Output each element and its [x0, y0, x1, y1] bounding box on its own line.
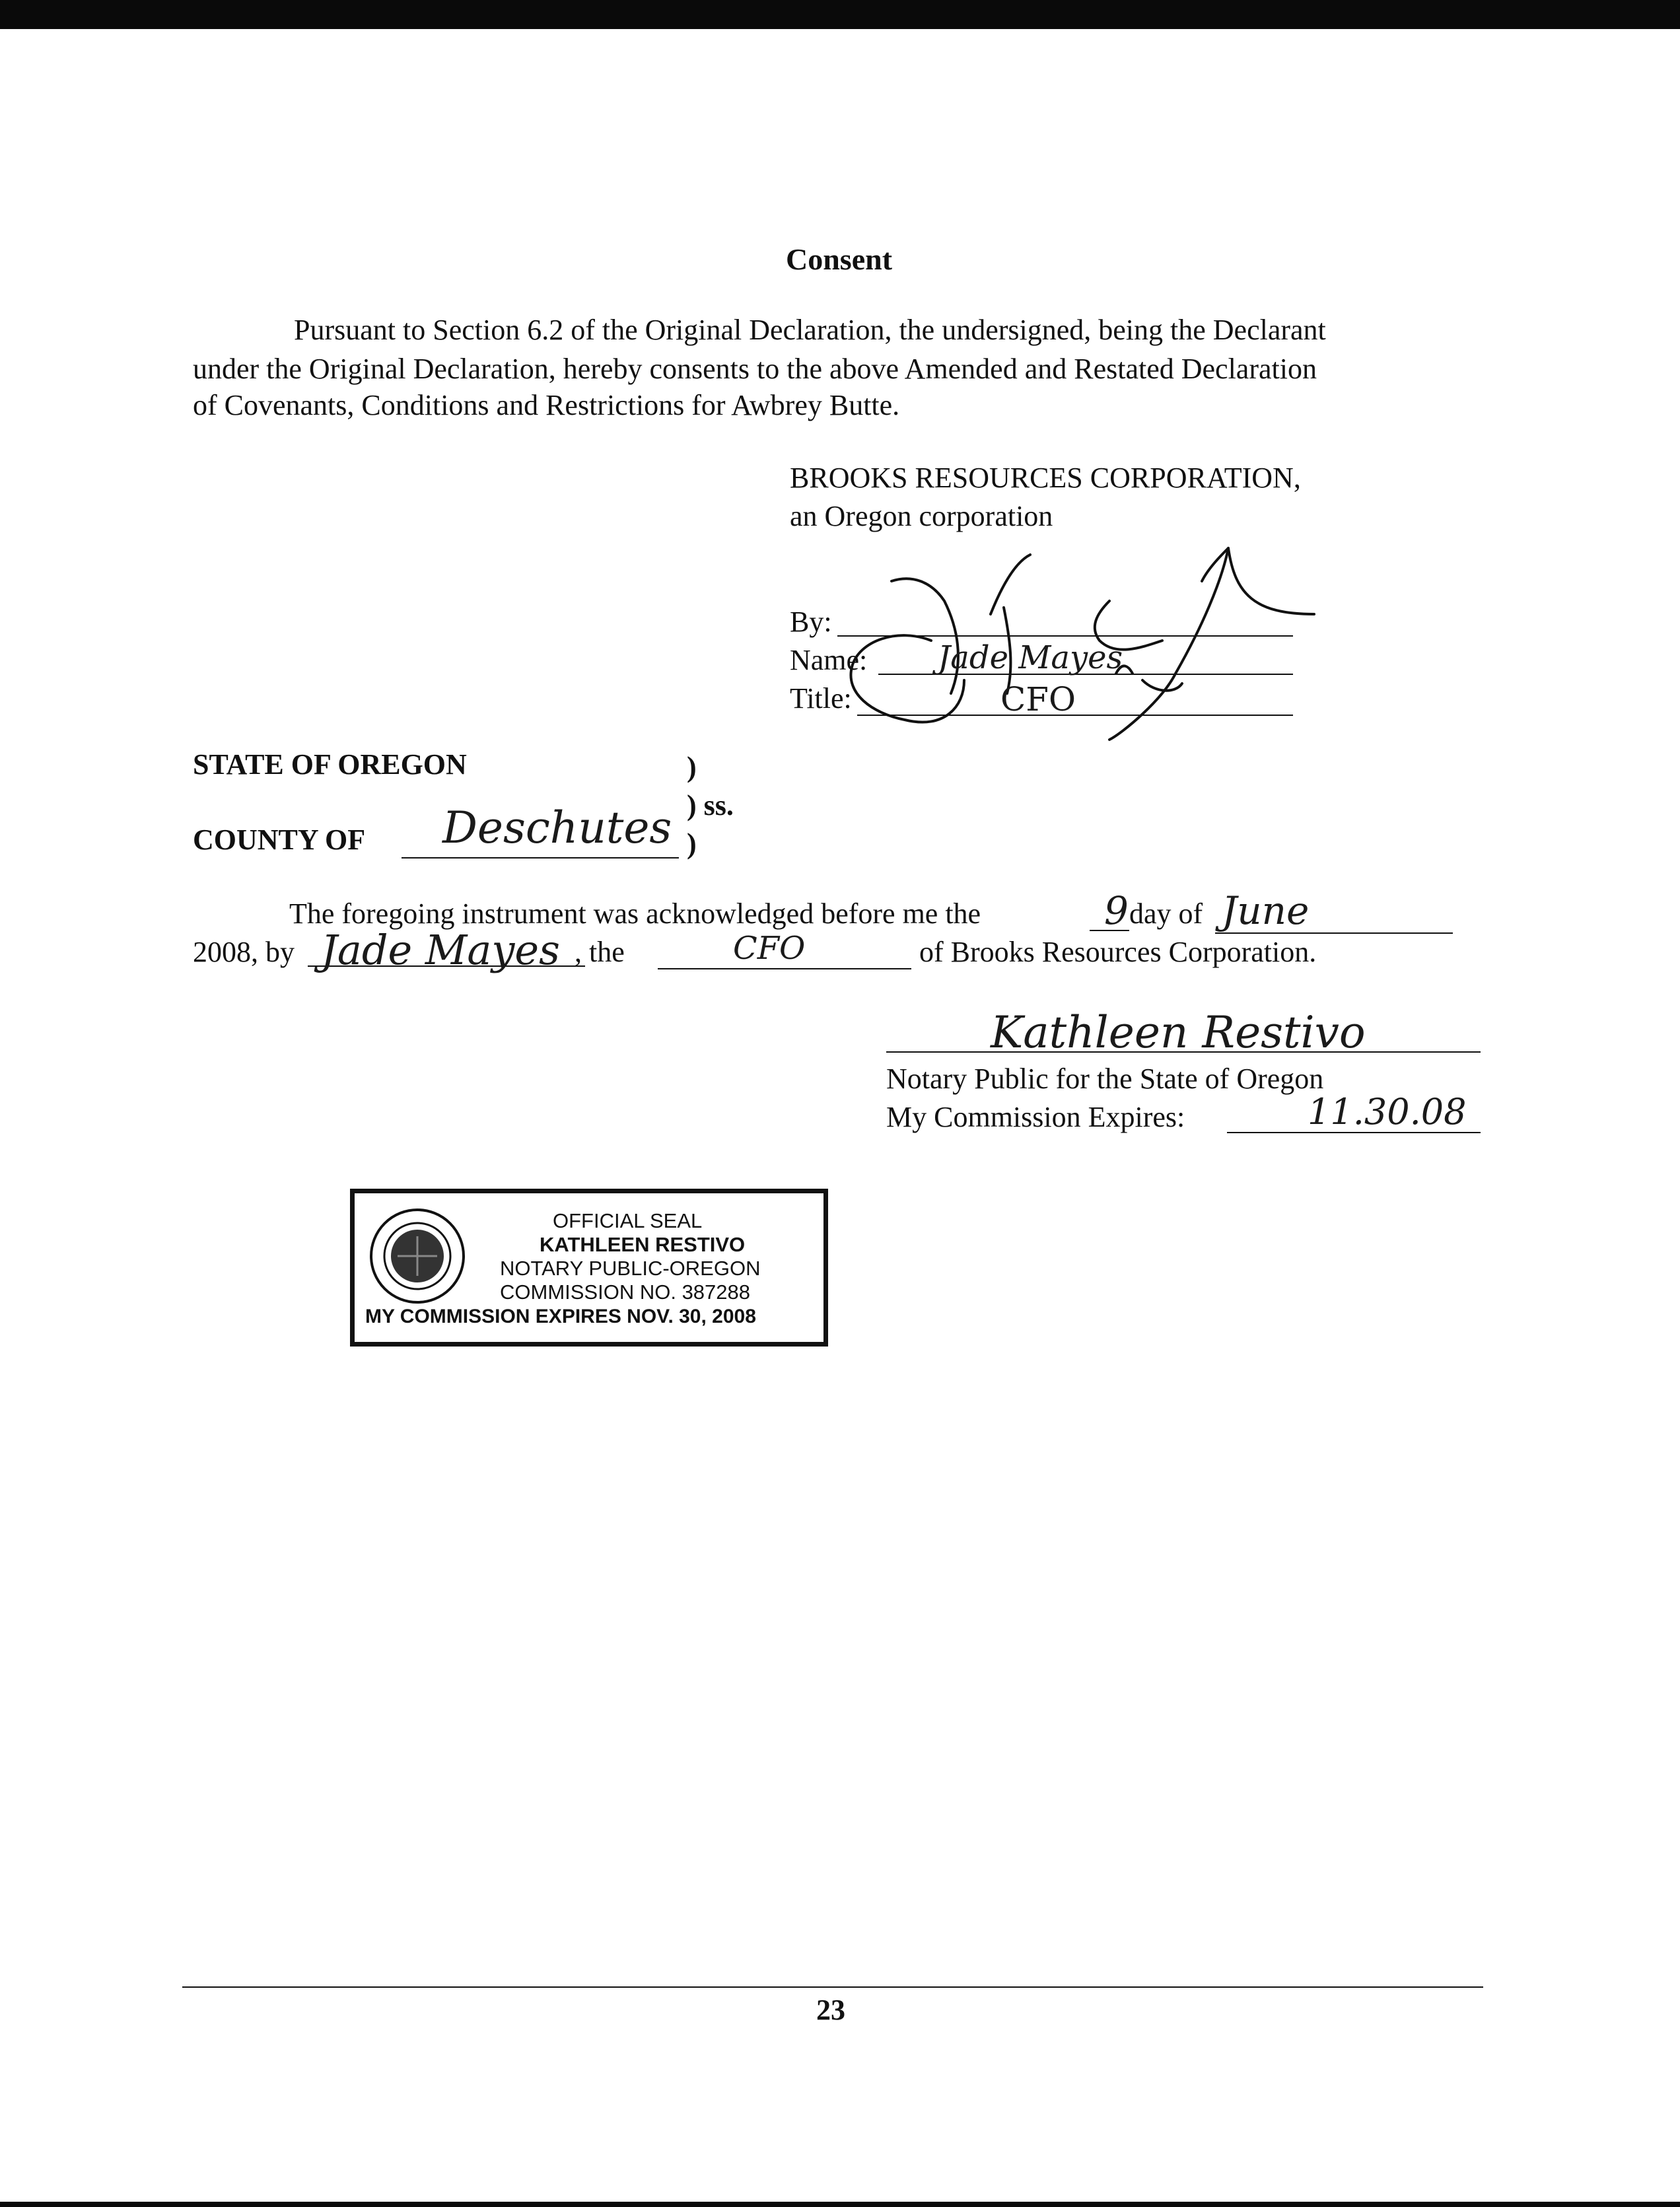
state-of-oregon: STATE OF OREGON: [193, 748, 467, 781]
ack-line-2-start: 2008, by: [193, 936, 295, 968]
consent-paragraph-line-3: of Covenants, Conditions and Restrictions for Awbrey Butte.: [193, 389, 900, 421]
consent-paragraph-line-2: under the Original Declaration, hereby consents to the above Amended and Restated Declaration: [193, 353, 1317, 385]
scan-bottom-border: [0, 2202, 1680, 2207]
venue-paren-1: ): [687, 751, 697, 783]
footer-rule: [182, 1986, 1483, 1988]
ack-title-line: [658, 968, 911, 969]
official-seal-stamp: [350, 1189, 828, 1347]
company-descriptor: an Oregon corporation: [790, 500, 1053, 532]
ack-line-2-end: of Brooks Resources Corporation.: [919, 936, 1317, 968]
seal-line-5: MY COMMISSION EXPIRES NOV. 30, 2008: [365, 1306, 756, 1327]
commission-expires-label: My Commission Expires:: [886, 1101, 1185, 1133]
declarant-title-handwritten: CFO: [1000, 680, 1076, 718]
notary-label: Notary Public for the State of Oregon: [886, 1063, 1324, 1095]
month-handwritten: June: [1222, 888, 1310, 933]
ack-line-1-start: The foregoing instrument was acknowledged before me the: [289, 897, 981, 930]
venue-paren-2: ): [687, 827, 697, 860]
by-label: By:: [790, 606, 832, 638]
county-line: [402, 857, 679, 858]
consent-paragraph-line-1: Pursuant to Section 6.2 of the Original Declaration, the undersigned, being the Declarant: [294, 314, 1326, 346]
state-seal-icon: [368, 1207, 467, 1306]
notary-signature-line: [886, 1051, 1481, 1053]
ack-line-2-the: , the: [575, 936, 625, 968]
day-handwritten: 9: [1104, 888, 1129, 933]
commission-expires-handwritten: 11.30.08: [1308, 1091, 1467, 1133]
county-of-label: COUNTY OF: [193, 823, 366, 856]
seal-line-1: OFFICIAL SEAL: [553, 1209, 703, 1232]
document-title: Consent: [786, 242, 893, 276]
seal-line-2: KATHLEEN RESTIVO: [540, 1233, 746, 1256]
county-handwritten: Deschutes: [442, 802, 672, 853]
seal-line-4: COMMISSION NO. 387288: [500, 1280, 751, 1304]
company-name: BROOKS RESOURCES CORPORATION,: [790, 462, 1301, 494]
ack-line-1-dayof: day of: [1129, 897, 1203, 930]
title-label: Title:: [790, 682, 852, 715]
venue-ss: ) ss.: [687, 789, 734, 822]
seal-line-3: NOTARY PUBLIC-OREGON: [500, 1257, 761, 1280]
page-number: 23: [816, 1994, 845, 2026]
declarant-name-handwritten: Jade Mayes: [938, 639, 1123, 676]
ack-title-handwritten: CFO: [733, 930, 806, 967]
scan-top-border: [0, 0, 1680, 29]
person-handwritten: Jade Mayes: [321, 926, 560, 974]
notary-signature-handwritten: Kathleen Restivo: [991, 1007, 1366, 1058]
name-label: Name:: [790, 644, 868, 676]
